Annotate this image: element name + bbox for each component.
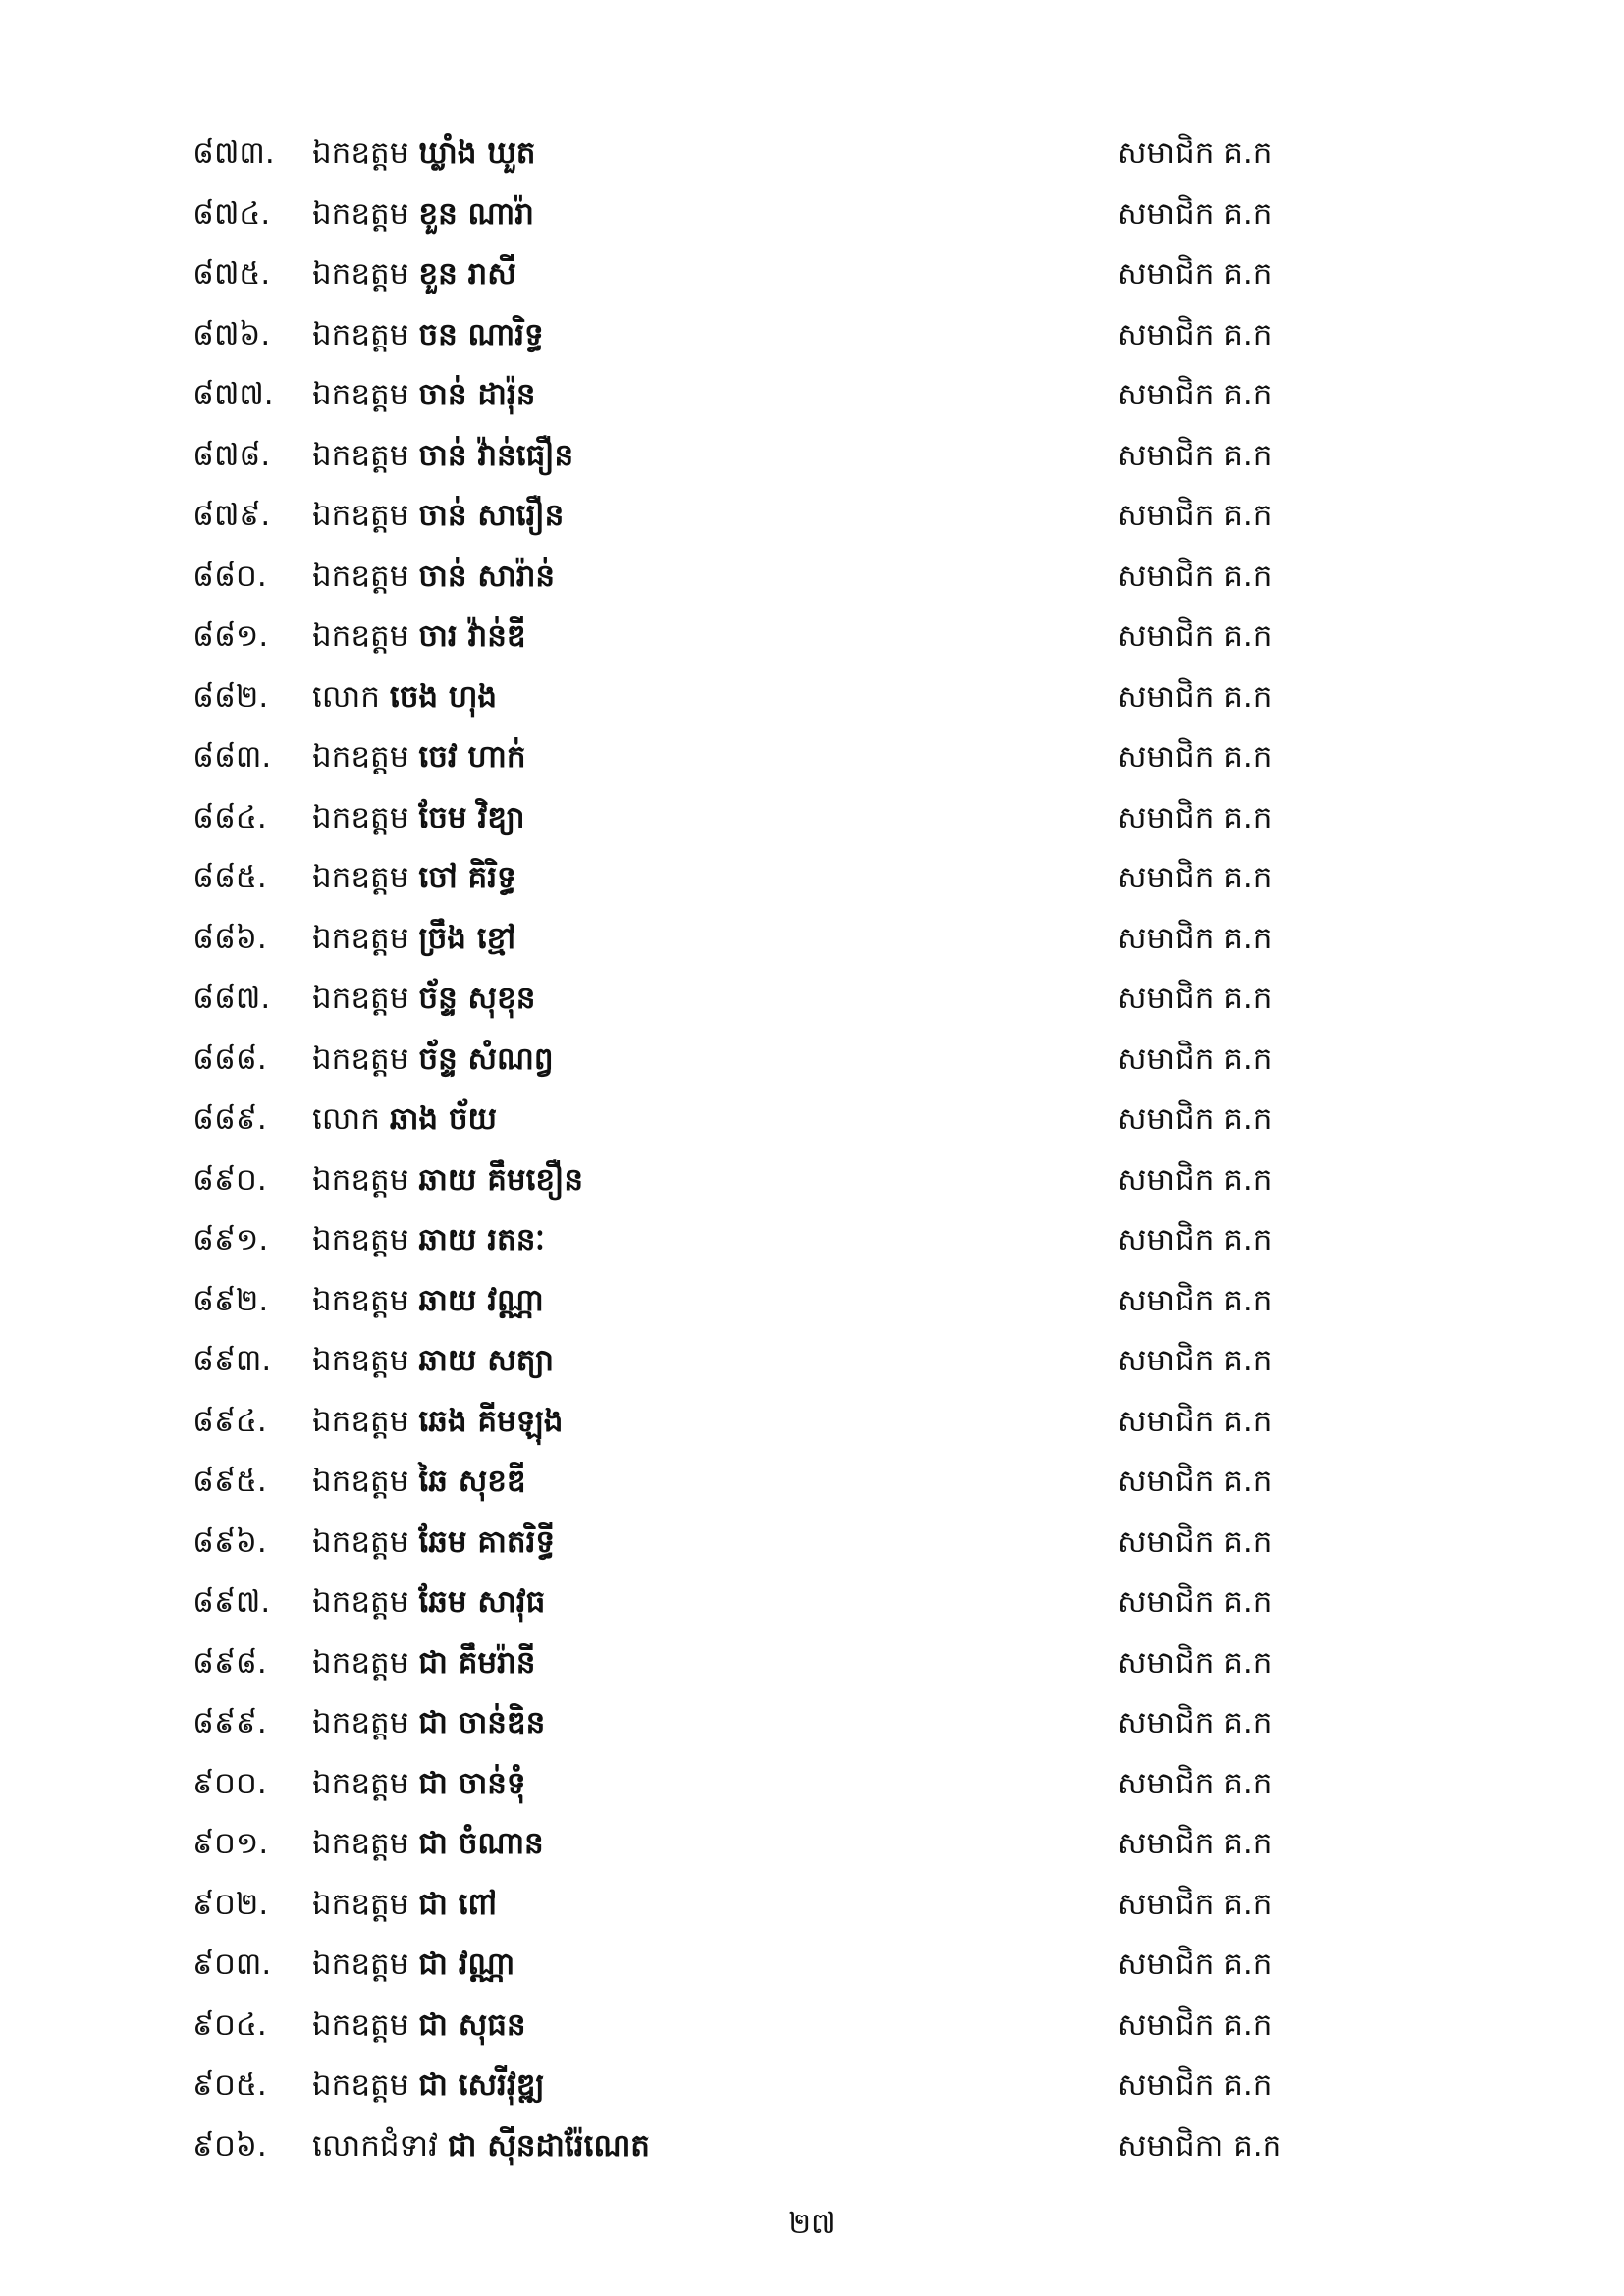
member-name: ឆាយ វណ្ណា <box>418 1282 544 1318</box>
member-name: ឆែម សាវុធ <box>418 1584 546 1620</box>
member-role: សមាជិក គ.ក <box>1117 860 1272 895</box>
list-item <box>0 1452 1624 1513</box>
list-item <box>0 667 1624 728</box>
title-text: ឯកឧត្តម <box>312 1222 409 1257</box>
list-item <box>0 2056 1624 2116</box>
honorific-title <box>312 244 516 305</box>
item-number: ៨៧៦. <box>192 316 271 352</box>
list-item <box>0 1150 1624 1211</box>
list-item <box>0 365 1624 426</box>
item-number: ៨៧៥. <box>192 256 271 292</box>
title-text: ឯកឧត្តម <box>312 1161 409 1198</box>
member-name: ចេវ ហាក់ <box>418 739 526 774</box>
member-list <box>0 124 1624 2176</box>
member-role: សមាជិក គ.ក <box>1117 256 1272 292</box>
title-text: ឯកឧត្តម <box>312 1523 409 1560</box>
honorific-title <box>312 909 515 970</box>
item-number: ៨៧៨. <box>192 437 271 473</box>
member-name: ច័ន្ទ សំណព្វ <box>418 1041 554 1077</box>
member-name: ឃ្លាំង ឃួត <box>418 135 536 171</box>
member-name: ឆៃ សុខឌី <box>418 1464 526 1499</box>
item-number: ៩០២. <box>192 1886 269 1922</box>
member-name: ឆាយ សត្យា <box>418 1343 555 1378</box>
item-number: ៨៨១. <box>192 618 269 654</box>
title-text: ឯកឧត្តម <box>312 1343 409 1378</box>
title-text: ឯកឧត្តម <box>312 1886 409 1922</box>
list-item <box>0 426 1624 487</box>
honorific-title <box>312 305 544 366</box>
title-text: ឯកឧត្តម <box>312 1644 409 1681</box>
member-name: ឆែម គាតរិទ្ធី <box>418 1523 556 1560</box>
member-role: សមាជិក គ.ក <box>1117 377 1272 412</box>
member-role: សមាជិក គ.ក <box>1117 739 1272 774</box>
member-role: សមាជិក គ.ក <box>1117 2067 1272 2103</box>
member-role: សមាជិក គ.ក <box>1117 1886 1272 1922</box>
item-number: ៨៩១. <box>192 1222 269 1257</box>
title-text: លោក <box>312 1101 380 1137</box>
member-name: ខួន រាសី <box>418 256 516 292</box>
title-text: ឯកឧត្តម <box>312 316 409 352</box>
member-name: ជា គឹមរ៉ានី <box>418 1644 536 1681</box>
member-role: សមាជិក គ.ក <box>1117 1523 1272 1560</box>
member-role: សមាជិក គ.ក <box>1117 1584 1272 1620</box>
title-text: ឯកឧត្តម <box>312 1765 409 1801</box>
member-name: ចៅ គិរិទ្ធ <box>418 860 516 895</box>
member-name: ជា ពៅ <box>418 1886 498 1922</box>
honorific-title <box>312 788 525 849</box>
item-number: ៨៩៧. <box>192 1584 271 1620</box>
honorific-title <box>312 2116 650 2177</box>
list-item <box>0 1996 1624 2056</box>
honorific-title <box>312 1271 544 1332</box>
item-number: ៨៨០. <box>192 558 267 594</box>
item-number: ៨៧៩. <box>192 498 271 533</box>
item-number: ៨៧៤. <box>192 195 271 232</box>
honorific-title <box>312 2056 545 2116</box>
item-number: ៨៨៦. <box>192 920 267 956</box>
item-number: ៨៨៣. <box>192 739 272 774</box>
list-item <box>0 124 1624 185</box>
member-name: ចាន់ ដារ៉ុន <box>418 377 536 412</box>
list-item <box>0 1210 1624 1271</box>
member-role: សមាជិក គ.ក <box>1117 135 1272 171</box>
title-text: ឯកឧត្តម <box>312 195 409 232</box>
item-number: ៨៧៣. <box>192 135 275 171</box>
honorific-title <box>312 607 526 667</box>
honorific-title <box>312 1693 545 1754</box>
page-number: ២៧ <box>788 2207 836 2241</box>
member-name: ឆាង ច័យ <box>389 1101 498 1137</box>
member-role: សមាជិក គ.ក <box>1117 920 1272 956</box>
title-text: ឯកឧត្តម <box>312 437 409 473</box>
title-text: ឯកឧត្តម <box>312 739 409 774</box>
member-role: សមាជិក គ.ក <box>1117 498 1272 533</box>
member-role: សមាជិក គ.ក <box>1117 1282 1272 1318</box>
title-text: ឯកឧត្តម <box>312 1041 409 1077</box>
member-role: សមាជិកា គ.ក <box>1117 2127 1282 2163</box>
item-number: ៨៩០. <box>192 1161 267 1198</box>
list-item <box>0 1513 1624 1574</box>
member-role: សមាជិក គ.ក <box>1117 2006 1272 2043</box>
member-name: ចន ណារិទ្ធ <box>418 316 544 352</box>
item-number: ៩០១. <box>192 1826 269 1861</box>
honorific-title <box>312 1392 563 1453</box>
title-text: ឯកឧត្តម <box>312 2067 409 2103</box>
member-name: ជា ចាន់ឌិន <box>418 1705 546 1740</box>
list-item <box>0 2116 1624 2177</box>
list-item <box>0 1573 1624 1633</box>
honorific-title <box>312 667 497 728</box>
title-text: ឯកឧត្តម <box>312 498 409 533</box>
member-name: ជា ស៊ីនដារ៉ែណេត <box>447 2127 650 2163</box>
title-text: ឯកឧត្តម <box>312 2006 409 2043</box>
member-name: ចាន់ សារ៉ាន់ <box>418 558 556 594</box>
member-name: ជា ចាន់ទុំ <box>418 1765 526 1801</box>
member-role: សមាជិក គ.ក <box>1117 1705 1272 1740</box>
item-number: ៨៩៩. <box>192 1705 267 1740</box>
list-item <box>0 1331 1624 1392</box>
member-name: ជា សុធន <box>418 2006 526 2043</box>
member-role: សមាជិក គ.ក <box>1117 1222 1272 1257</box>
member-role: សមាជិក គ.ក <box>1117 1765 1272 1801</box>
member-role: សមាជិក គ.ក <box>1117 618 1272 654</box>
honorific-title <box>312 1150 583 1211</box>
member-name: ច័ន្ទ សុខុន <box>418 981 536 1016</box>
title-text: ឯកឧត្តម <box>312 981 409 1016</box>
honorific-title <box>312 1513 555 1574</box>
list-item <box>0 547 1624 608</box>
list-item <box>0 305 1624 366</box>
member-name: ខួន ណារ៉ា <box>418 195 534 232</box>
list-item <box>0 1693 1624 1754</box>
member-role: សមាជិក គ.ក <box>1117 1464 1272 1499</box>
member-name: ចាន់ វ៉ាន់ធឿន <box>418 437 574 473</box>
title-text: ឯកឧត្តម <box>312 618 409 654</box>
honorific-title <box>312 1210 545 1271</box>
title-text: ឯកឧត្តម <box>312 860 409 895</box>
member-name: ចាន់ សារឿន <box>418 498 565 533</box>
list-item <box>0 1090 1624 1150</box>
item-number: ៨៨៧. <box>192 981 271 1016</box>
title-text: ឯកឧត្តម <box>312 1282 409 1318</box>
title-text: ឯកឧត្តម <box>312 920 409 956</box>
honorific-title <box>312 547 555 608</box>
title-text: ឯកឧត្តម <box>312 1705 409 1740</box>
member-role: សមាជិក គ.ក <box>1117 981 1272 1016</box>
member-role: សមាជិក គ.ក <box>1117 1161 1272 1198</box>
title-text: លោក <box>312 678 380 715</box>
title-text: លោកជំទាវ <box>312 2127 438 2163</box>
item-number: ៩០៥. <box>192 2067 267 2103</box>
title-text: ឯកឧត្តម <box>312 1826 409 1861</box>
member-role: សមាជិក គ.ក <box>1117 1343 1272 1378</box>
member-role: សមាជិក គ.ក <box>1117 799 1272 835</box>
member-role: សមាជិក គ.ក <box>1117 1826 1272 1861</box>
honorific-title <box>312 1875 497 1936</box>
list-item <box>0 909 1624 970</box>
item-number: ៩០០. <box>192 1765 267 1801</box>
title-text: ឯកឧត្តម <box>312 1403 409 1439</box>
honorific-title <box>312 365 535 426</box>
title-text: ឯកឧត្តម <box>312 1464 409 1499</box>
list-item <box>0 1814 1624 1875</box>
item-number: ៨៩៨. <box>192 1644 267 1681</box>
item-number: ៨៨៩. <box>192 1101 267 1137</box>
list-item <box>0 788 1624 849</box>
list-item <box>0 1633 1624 1694</box>
title-text: ឯកឧត្តម <box>312 799 409 835</box>
member-name: ច្រឹង ខ្មៅ <box>418 920 516 956</box>
member-name: ជា សេរីវុឌ្ឍ <box>418 2067 545 2103</box>
item-number: ៩០៤. <box>192 2006 267 2043</box>
list-item <box>0 727 1624 788</box>
list-item <box>0 486 1624 547</box>
item-number: ៨៩៣. <box>192 1343 272 1378</box>
member-role: សមាជិក គ.ក <box>1117 678 1272 715</box>
title-text: ឯកឧត្តម <box>312 256 409 292</box>
list-item <box>0 1754 1624 1815</box>
honorific-title <box>312 1573 545 1633</box>
member-role: សមាជិក គ.ក <box>1117 1041 1272 1077</box>
list-item <box>0 185 1624 245</box>
member-role: សមាជិក គ.ក <box>1117 437 1272 473</box>
member-name: ចែម វិឌ្យា <box>418 799 525 835</box>
item-number: ៨៩៥. <box>192 1464 267 1499</box>
item-number: ៨៩៦. <box>192 1523 267 1560</box>
honorific-title <box>312 1754 526 1815</box>
honorific-title <box>312 848 516 909</box>
list-item <box>0 607 1624 667</box>
honorific-title <box>312 426 573 487</box>
honorific-title <box>312 1030 554 1091</box>
member-role: សមាជិក គ.ក <box>1117 1101 1272 1137</box>
honorific-title <box>312 1633 535 1694</box>
title-text: ឯកឧត្តម <box>312 1584 409 1620</box>
honorific-title <box>312 185 534 245</box>
list-item <box>0 1392 1624 1453</box>
honorific-title <box>312 1090 497 1150</box>
member-role: សមាជិក គ.ក <box>1117 316 1272 352</box>
member-name: ឆាយ គឹមខឿន <box>418 1161 583 1198</box>
member-name: ឆេង គីមឡុង <box>418 1403 564 1439</box>
item-number: ៩០៣. <box>192 1947 272 1982</box>
member-role: សមាជិក គ.ក <box>1117 195 1272 232</box>
item-number: ៨៩២. <box>192 1282 269 1318</box>
honorific-title <box>312 1996 526 2056</box>
title-text: ឯកឧត្តម <box>312 558 409 594</box>
member-name: ឆាយ រតនៈ <box>418 1222 545 1257</box>
member-role: សមាជិក គ.ក <box>1117 558 1272 594</box>
list-item <box>0 244 1624 305</box>
member-role: សមាជិក គ.ក <box>1117 1403 1272 1439</box>
member-role: សមាជិក គ.ក <box>1117 1947 1272 1982</box>
list-item <box>0 1935 1624 1996</box>
list-item <box>0 969 1624 1030</box>
list-item <box>0 1030 1624 1091</box>
member-name: ជា ចំណាន <box>418 1826 544 1861</box>
item-number: ៨៧៧. <box>192 377 274 412</box>
honorific-title <box>312 486 564 547</box>
member-name: ចារ វ៉ាន់ឌី <box>418 618 526 654</box>
item-number: ៨៨៨. <box>192 1041 267 1077</box>
item-number: ៨៩៤. <box>192 1403 267 1439</box>
title-text: ឯកឧត្តម <box>312 135 409 171</box>
item-number: ៨៨២. <box>192 678 269 715</box>
title-text: ឯកឧត្តម <box>312 377 409 412</box>
honorific-title <box>312 1452 526 1513</box>
honorific-title <box>312 124 535 185</box>
honorific-title <box>312 1814 544 1875</box>
item-number: ៨៨៤. <box>192 799 267 835</box>
honorific-title <box>312 727 526 788</box>
item-number: ៨៨៥. <box>192 860 267 895</box>
list-item <box>0 848 1624 909</box>
member-name: ចេង ហុង <box>389 678 498 715</box>
list-item <box>0 1875 1624 1936</box>
honorific-title <box>312 969 535 1030</box>
list-item <box>0 1271 1624 1332</box>
title-text: ឯកឧត្តម <box>312 1947 409 1982</box>
honorific-title <box>312 1331 554 1392</box>
honorific-title <box>312 1935 514 1996</box>
item-number: ៩០៦. <box>192 2127 267 2163</box>
member-role: សមាជិក គ.ក <box>1117 1644 1272 1681</box>
member-name: ជា វណ្ណា <box>418 1947 515 1982</box>
